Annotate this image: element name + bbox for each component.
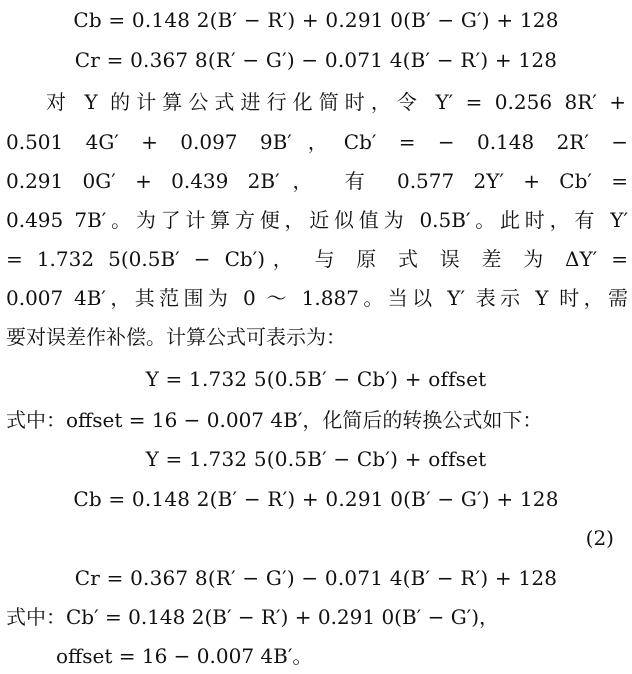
equation-cb-bottom: Cb = 0.148 2(B′ − R′) + 0.291 0(B′ − G′) + 128 [73, 487, 559, 511]
equation-cb-top: Cb = 0.148 2(B′ − R′) + 0.291 0(B′ − G′) + 128 [73, 8, 559, 32]
paragraph-line-7: 要对误差作补偿。计算公式可表示为： [6, 325, 346, 349]
paragraph-line-4: 0.495 7B′。为了计算方便，近似值为 0.5B′。此时，有 Y′ [6, 208, 628, 232]
paragraph-line-3: 0.291 0G′ + 0.439 2B′， 有 0.577 2Y′ + Cb′ = [6, 169, 628, 193]
paragraph-line-6: 0.007 4B′，其范围为 0 ～ 1.887。当以 Y′ 表示 Y 时，需 [6, 286, 628, 310]
equation-cr-bottom: Cr = 0.367 8(R′ − G′) − 0.071 4(B′ − R′) + 128 [74, 566, 558, 590]
offset-definition-line: 式中：offset = 16 − 0.007 4B′，化简后的转换公式如下： [6, 408, 543, 432]
equation-y-offset-1: Y = 1.732 5(0.5B′ − Cb′) + offset [145, 367, 487, 391]
paragraph-line-5: = 1.732 5(0.5B′ − Cb′)， 与 原 式 误 差 为 ΔY′ = [6, 247, 628, 271]
paragraph-line-2: 0.501 4G′ + 0.097 9B′，Cb′ = − 0.148 2R′ − [6, 130, 628, 154]
cb-prime-definition-line: 式中：Cb′ = 0.148 2(B′ − R′) + 0.291 0(B′ − G′)， [6, 605, 500, 629]
equation-cr-top: Cr = 0.367 8(R′ − G′) − 0.071 4(B′ − R′) + 128 [74, 48, 558, 72]
equation-number: (2) [585, 526, 614, 550]
paragraph-line-1: 对 Y 的计算公式进行化简时，令 Y′ = 0.256 8R′ + [46, 90, 626, 114]
offset-final-line: offset = 16 − 0.007 4B′。 [56, 644, 313, 668]
equation-y-offset-2: Y = 1.732 5(0.5B′ − Cb′) + offset [145, 447, 487, 471]
